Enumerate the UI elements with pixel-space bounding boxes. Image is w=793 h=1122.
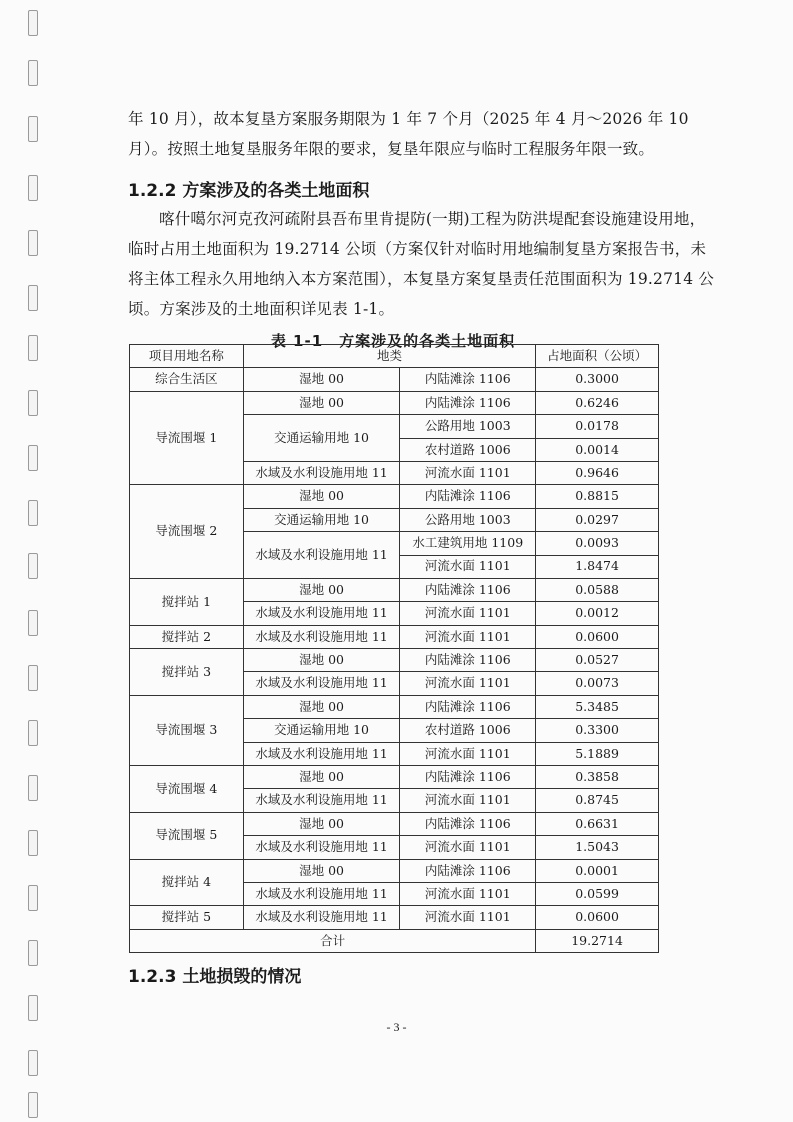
paragraph-service-period: 年 10 月），故本复垦方案服务期限为 1 年 7 个月（2025 年 4 月～2026 年 10 月）。按照土地复垦服务年限的要求，复垦年限应与临时工程服务年限一致。	[128, 110, 689, 158]
table-row	[130, 695, 659, 718]
land-category-cell: 湿地 00	[243, 485, 400, 508]
land-category-cell: 水域及水利设施用地 11	[243, 906, 400, 929]
land-subcategory-cell: 公路用地 1003	[400, 508, 536, 531]
project-name-cell: 搅拌站 2	[130, 625, 244, 648]
binder-hole	[28, 940, 38, 966]
land-subcategory-cell: 河流水面 1101	[400, 742, 536, 765]
land-subcategory-cell: 水工建筑用地 1109	[400, 532, 536, 555]
land-category-cell: 湿地 00	[243, 368, 400, 391]
table-row	[130, 906, 659, 929]
area-cell: 0.0527	[536, 649, 659, 672]
table-row	[130, 625, 659, 648]
land-category-cell: 湿地 00	[243, 391, 400, 414]
land-category-cell: 湿地 00	[243, 578, 400, 601]
binder-hole	[28, 885, 38, 911]
binder-hole	[28, 500, 38, 526]
binder-hole	[28, 10, 38, 36]
project-name-cell: 导流围堰 1	[130, 391, 244, 485]
project-name-cell: 导流围堰 3	[130, 695, 244, 765]
area-cell: 0.0014	[536, 438, 659, 461]
binder-hole	[28, 665, 38, 691]
land-category-cell: 交通运输用地 10	[243, 719, 400, 742]
land-subcategory-cell: 河流水面 1101	[400, 906, 536, 929]
table-row	[130, 485, 659, 508]
project-name-cell: 搅拌站 5	[130, 906, 244, 929]
land-category-cell: 湿地 00	[243, 859, 400, 882]
land-category-cell: 水域及水利设施用地 11	[243, 625, 400, 648]
paragraph-land-area: 喀什噶尔河克孜河疏附县吾布里肯提防(一期)工程为防洪堤配套设施建设用地，临时占用土地面积为 19.2714 公顷（方案仅针对临时用地编制复垦方案报告书，未将主体工程永久用地纳入本方案范围），本复垦方案复垦责任范围面积为 19.2714 公顷。方案涉及的土地面积详见表 1-1。	[128, 210, 715, 318]
land-category-cell: 交通运输用地 10	[243, 508, 400, 531]
area-cell: 0.3858	[536, 766, 659, 789]
table-header-row	[130, 345, 659, 368]
land-subcategory-cell: 内陆滩涂 1106	[400, 649, 536, 672]
land-subcategory-cell: 农村道路 1006	[400, 719, 536, 742]
land-subcategory-cell: 河流水面 1101	[400, 602, 536, 625]
land-subcategory-cell: 河流水面 1101	[400, 625, 536, 648]
section-heading-1-2-3: 1.2.3 土地损毁的情况	[128, 967, 302, 987]
page-number: - 3 -	[386, 1020, 407, 1034]
header-area: 占地面积（公顷）	[536, 345, 659, 368]
table-row	[130, 812, 659, 835]
binder-hole	[28, 610, 38, 636]
land-category-cell: 水域及水利设施用地 11	[243, 602, 400, 625]
project-name-cell: 导流围堰 4	[130, 766, 244, 813]
project-name-cell: 搅拌站 4	[130, 859, 244, 906]
binder-hole	[28, 285, 38, 311]
land-subcategory-cell: 内陆滩涂 1106	[400, 695, 536, 718]
table-row	[130, 391, 659, 414]
area-cell: 5.1889	[536, 742, 659, 765]
area-cell: 0.0073	[536, 672, 659, 695]
land-subcategory-cell: 河流水面 1101	[400, 461, 536, 484]
land-subcategory-cell: 河流水面 1101	[400, 789, 536, 812]
land-subcategory-cell: 河流水面 1101	[400, 836, 536, 859]
area-cell: 0.3300	[536, 719, 659, 742]
project-name-cell: 搅拌站 3	[130, 649, 244, 696]
land-category-cell: 湿地 00	[243, 695, 400, 718]
land-subcategory-cell: 内陆滩涂 1106	[400, 812, 536, 835]
land-area-table	[129, 344, 659, 953]
area-cell: 0.0588	[536, 578, 659, 601]
land-category-cell: 水域及水利设施用地 11	[243, 836, 400, 859]
land-category-cell: 水域及水利设施用地 11	[243, 789, 400, 812]
table-row	[130, 649, 659, 672]
area-cell: 0.8745	[536, 789, 659, 812]
table-row	[130, 859, 659, 882]
land-category-cell: 湿地 00	[243, 766, 400, 789]
binder-hole	[28, 995, 38, 1021]
land-subcategory-cell: 河流水面 1101	[400, 882, 536, 905]
land-subcategory-cell: 河流水面 1101	[400, 672, 536, 695]
land-category-cell: 湿地 00	[243, 812, 400, 835]
project-name-cell: 导流围堰 2	[130, 485, 244, 579]
table-row	[130, 578, 659, 601]
binder-hole	[28, 175, 38, 201]
area-cell: 0.0297	[536, 508, 659, 531]
land-subcategory-cell: 内陆滩涂 1106	[400, 485, 536, 508]
land-subcategory-cell: 内陆滩涂 1106	[400, 368, 536, 391]
land-subcategory-cell: 农村道路 1006	[400, 438, 536, 461]
binder-hole	[28, 830, 38, 856]
area-cell: 0.6631	[536, 812, 659, 835]
area-cell: 0.0599	[536, 882, 659, 905]
binder-hole	[28, 720, 38, 746]
land-subcategory-cell: 内陆滩涂 1106	[400, 578, 536, 601]
project-name-cell: 综合生活区	[130, 368, 244, 391]
binder-hole	[28, 230, 38, 256]
binder-hole	[28, 1050, 38, 1076]
land-subcategory-cell: 内陆滩涂 1106	[400, 766, 536, 789]
binder-hole	[28, 553, 38, 579]
land-category-cell: 水域及水利设施用地 11	[243, 532, 400, 579]
binder-hole	[28, 1092, 38, 1118]
area-cell: 0.8815	[536, 485, 659, 508]
area-cell: 0.3000	[536, 368, 659, 391]
total-label-cell: 合计	[130, 929, 536, 952]
binder-hole	[28, 335, 38, 361]
area-cell: 0.0600	[536, 906, 659, 929]
project-name-cell: 搅拌站 1	[130, 578, 244, 625]
land-subcategory-cell: 内陆滩涂 1106	[400, 391, 536, 414]
area-cell: 0.0012	[536, 602, 659, 625]
table-row	[130, 368, 659, 391]
area-cell: 1.5043	[536, 836, 659, 859]
total-area-cell: 19.2714	[536, 929, 659, 952]
area-cell: 0.0001	[536, 859, 659, 882]
binder-hole	[28, 775, 38, 801]
area-cell: 0.0093	[536, 532, 659, 555]
land-category-cell: 水域及水利设施用地 11	[243, 882, 400, 905]
area-cell: 0.9646	[536, 461, 659, 484]
area-cell: 5.3485	[536, 695, 659, 718]
land-subcategory-cell: 内陆滩涂 1106	[400, 859, 536, 882]
header-project-name: 项目用地名称	[130, 345, 244, 368]
table-row	[130, 766, 659, 789]
header-land-type: 地类	[243, 345, 535, 368]
land-category-cell: 湿地 00	[243, 649, 400, 672]
land-category-cell: 水域及水利设施用地 11	[243, 461, 400, 484]
binder-hole	[28, 445, 38, 471]
area-cell: 1.8474	[536, 555, 659, 578]
land-category-cell: 交通运输用地 10	[243, 415, 400, 462]
area-cell: 0.0178	[536, 415, 659, 438]
project-name-cell: 导流围堰 5	[130, 812, 244, 859]
land-subcategory-cell: 河流水面 1101	[400, 555, 536, 578]
binder-hole	[28, 60, 38, 86]
binder-holes	[0, 0, 40, 1122]
land-category-cell: 水域及水利设施用地 11	[243, 672, 400, 695]
table-caption: 表 1-1 方案涉及的各类土地面积	[270, 332, 516, 350]
area-cell: 0.6246	[536, 391, 659, 414]
land-subcategory-cell: 公路用地 1003	[400, 415, 536, 438]
binder-hole	[28, 116, 38, 142]
area-cell: 0.0600	[536, 625, 659, 648]
table-total-row	[130, 929, 659, 952]
binder-hole	[28, 390, 38, 416]
section-heading-1-2-2: 1.2.2 方案涉及的各类土地面积	[128, 181, 370, 201]
land-category-cell: 水域及水利设施用地 11	[243, 742, 400, 765]
